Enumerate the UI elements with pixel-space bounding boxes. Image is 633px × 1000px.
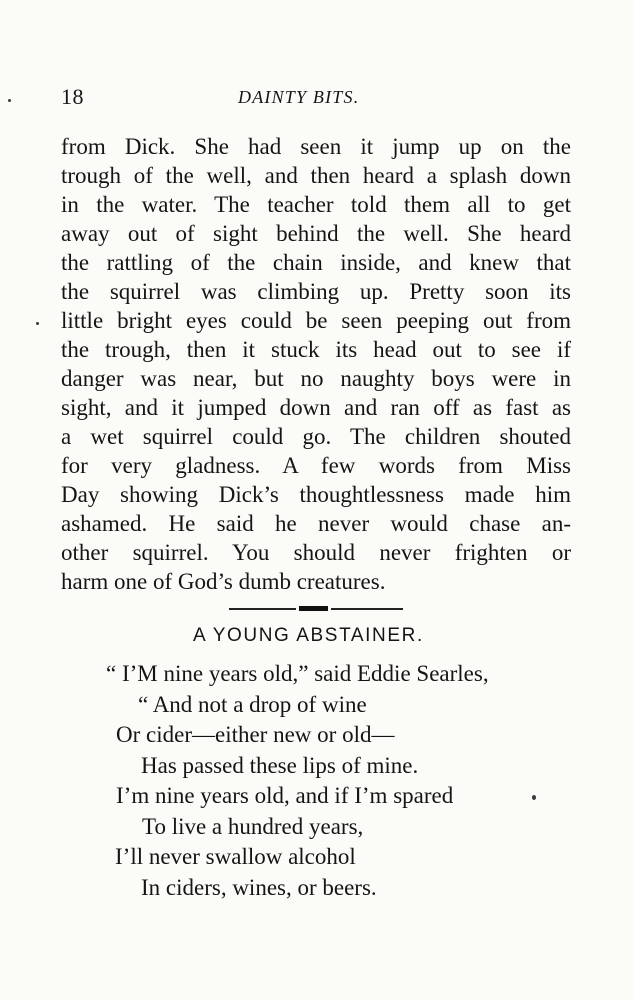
prose-line: from Dick. She had seen it jump up on the <box>61 134 571 159</box>
poem-line: I’ll never swallow alcohol <box>115 844 356 869</box>
scan-speck <box>532 795 536 800</box>
prose-line: danger was near, but no naughty boys were in <box>61 366 571 391</box>
poem-line: “ And not a drop of wine <box>138 691 367 717</box>
poem-line: Or cider—either new or old— <box>116 722 395 747</box>
divider-rule-left <box>229 608 296 610</box>
prose-line: the rattling of the chain inside, and knew that <box>61 250 571 275</box>
prose-line: for very gladness. A few words from Miss <box>61 453 571 478</box>
prose-line: a wet squirrel could go. The children shouted <box>61 424 571 449</box>
prose-line: Day showing Dick’s thoughtlessness made him <box>61 482 571 507</box>
divider-rule-right <box>331 608 403 610</box>
prose-paragraph <box>61 132 571 596</box>
poem-stanza <box>0 659 633 903</box>
page-number: 18 <box>61 84 84 109</box>
prose-line: harm one of God’s dumb creatures. <box>61 569 386 594</box>
prose-line: trough of the well, and then heard a splash down <box>61 163 571 188</box>
prose-line: other squirrel. You should never frighten or <box>61 540 571 565</box>
prose-line: sight, and it jumped down and ran off as fast as <box>61 395 571 420</box>
scan-speck <box>8 99 11 102</box>
poem-line: Has passed these lips of mine. <box>141 752 419 778</box>
poem-title: A YOUNG ABSTAINER. <box>193 625 424 646</box>
section-divider <box>229 606 403 612</box>
poem-line: “ I’M nine years old,” said Eddie Searles, <box>106 661 489 686</box>
divider-ornament <box>299 606 328 611</box>
prose-line: away out of sight behind the well. She heard <box>61 221 571 246</box>
prose-line: ashamed. He said he never would chase an- <box>61 511 571 536</box>
prose-line: the squirrel was climbing up. Pretty soon its <box>61 279 571 304</box>
poem-line: In ciders, wines, or beers. <box>141 874 377 900</box>
running-head: DAINTY BITS. <box>238 87 360 107</box>
scan-speck <box>36 322 39 325</box>
prose-line: the trough, then it stuck its head out to see if <box>61 337 571 362</box>
poem-line: To live a hundred years, <box>142 813 364 839</box>
prose-line: little bright eyes could be seen peeping out from <box>61 308 571 333</box>
prose-line: in the water. The teacher told them all to get <box>61 192 571 217</box>
poem-line: I’m nine years old, and if I’m spared <box>116 783 454 808</box>
